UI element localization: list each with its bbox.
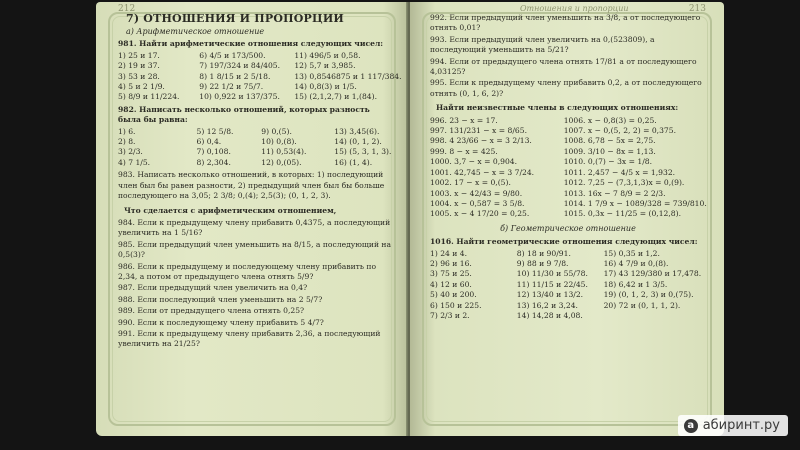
open-book <box>96 0 724 436</box>
unknown-terms-heading: Найти неизвестные члены в следующих отношениях: <box>436 103 679 113</box>
grid-cell: 1000. 3,7 − x = 0,904. <box>430 157 518 167</box>
right-page <box>410 2 724 436</box>
grid-cell: 1015. 0,3x − 11/25 = (0,12,8). <box>563 209 681 219</box>
grid-cell: 13) 16,2 и 3,24. <box>516 300 578 310</box>
grid-cell: 19) (0, 1, 2, 3) и 0,(75). <box>603 290 694 300</box>
grid-cell: 1) 6. <box>118 126 136 136</box>
grid-cell: 1012. 7,25 − (7,3,1,3)x = 0,(9). <box>563 178 685 188</box>
grid-cell: 17) 43 129/380 и 17,478. <box>603 269 702 279</box>
grid-cell: 12) 0,(05). <box>261 157 302 167</box>
grid-cell: 18) 6,42 и 1 3/5. <box>603 279 668 289</box>
task-990: 990. Если к последующему члену прибавить 5 4/7? <box>118 317 324 327</box>
task-984: 984. Если к предыдущему члену прибавить 0,4375, а последующий увеличить на 1 5/16? <box>118 217 391 238</box>
grid-cell: 7) 197/324 и 84/405. <box>199 61 281 71</box>
task-989: 989. Если от предыдущего члена отнять 0,25? <box>118 306 305 316</box>
left-page <box>96 2 408 436</box>
grid-cell: 999. 8 − x = 425. <box>430 146 498 156</box>
subsection-title: а) Арифметическое отношение <box>126 27 265 36</box>
grid-cell: 1007. x − 0,(5, 2, 2) = 0,375. <box>563 126 677 136</box>
grid-cell: 9) 0,(5). <box>261 126 292 136</box>
page-number: 213 <box>688 4 706 14</box>
grid-cell: 6) 150 и 225. <box>430 300 482 310</box>
grid-cell: 997. 131/231 − x = 8/65. <box>430 126 527 136</box>
grid-cell: 1005. x − 4 17/20 = 0,25. <box>430 209 530 219</box>
grid-cell: 4) 12 и 60. <box>430 279 472 289</box>
grid-cell: 1011. 2,457 − 4/5 x = 1,932. <box>563 167 676 177</box>
watermark-text: абиринт.ру <box>702 418 780 433</box>
watermark <box>678 415 788 436</box>
grid-cell: 10) 0,922 и 137/375. <box>199 92 280 102</box>
grid-cell: 4) 5 и 2 1/9. <box>118 82 165 92</box>
task-1016-grid <box>430 249 706 322</box>
grid-cell: 5) 40 и 200. <box>430 290 477 300</box>
grid-cell: 1008. 6,78 − 5x = 2,75. <box>563 136 656 146</box>
grid-cell: 8) 18 и 90/91. <box>516 248 571 258</box>
grid-cell: 7) 2/3 и 2. <box>430 310 470 320</box>
task-987: 987. Если предыдущий член увеличить на 0,4? <box>118 283 308 293</box>
grid-cell: 6) 4/5 и 173/500. <box>199 50 266 60</box>
grid-cell: 13) 3,45(6). <box>334 126 380 136</box>
left-page-content <box>118 12 402 422</box>
grid-cell: 14) 14,28 и 4,08. <box>516 310 583 320</box>
grid-cell: 1014. 1 7/9 x − 1089/328 = 739/810. <box>563 198 707 208</box>
task-986: 986. Если к предыдущему и последующему члену прибавить по 2,34, а потом от предыдущего члена отнять 5/9? <box>118 261 377 281</box>
grid-cell: 20) 72 и (0, 1, 1, 2). <box>603 300 681 310</box>
grid-cell: 14) 0,8(3) и 1/5. <box>294 82 357 92</box>
task-994: 994. Если от предыдущего члена отнять 17/81 а от последующего 4,03125? <box>430 56 697 77</box>
task-982-grid <box>118 127 394 169</box>
grid-cell: 10) 0,(8). <box>261 137 297 147</box>
task-985: 985. Если предыдущий член уменьшить на 8/15, а последующий на 0,5(3)? <box>118 239 392 260</box>
task-988: 988. Если последующий член уменьшить на 2 5/7? <box>118 294 323 304</box>
grid-cell: 15) (5, 3, 1, 3). <box>334 147 392 157</box>
question-heading: Что сделается с арифметическим отношением, <box>124 205 337 215</box>
grid-cell: 1001. 42,745 − x = 3 7/24. <box>430 167 535 177</box>
grid-cell: 5) 8/9 и 11/224. <box>118 92 180 102</box>
task-981-grid <box>118 50 402 103</box>
grid-cell: 2) 96 и 16. <box>430 258 472 268</box>
grid-cell: 1006. x − 0,8(3) = 0,25. <box>563 115 657 125</box>
grid-cell: 13) 0,8546875 и 1 117/384. <box>294 71 402 81</box>
right-page-content <box>430 12 706 422</box>
grid-cell: 1) 24 и 4. <box>430 248 468 258</box>
grid-cell: 3) 53 и 28. <box>118 71 160 81</box>
grid-cell: 1003. x − 42/43 = 9/80. <box>430 188 523 198</box>
task-992: 992. Если предыдущий член уменьшить на 3/8, а от последующего отнять 0,01? <box>430 13 701 33</box>
grid-cell: 14) (0, 1, 2). <box>334 137 382 147</box>
grid-cell: 998. 4 23/66 − x = 3 2/13. <box>430 136 532 146</box>
grid-cell: 996. 23 − x = 17. <box>430 115 498 125</box>
grid-cell: 8) 2,304. <box>196 157 231 167</box>
grid-cell: 12) 13/40 и 13/2. <box>516 290 584 300</box>
task-981-title: 981. Найти арифметические отношения следующих чисел: <box>118 39 384 49</box>
grid-cell: 3) 75 и 25. <box>430 269 472 279</box>
task-993: 993. Если предыдущий член увеличить на 0,(523809), а последующий уменьшить на 5/21? <box>430 34 655 55</box>
grid-cell: 8) 1 8/15 и 2 5/18. <box>199 71 271 81</box>
page-number: 212 <box>118 4 136 14</box>
task-982-title: 982. Написать несколько отношений, которых разность была бы равна: <box>118 104 370 125</box>
grid-cell: 1009. 3/10 − 8x = 1,13. <box>563 146 656 156</box>
task-991: 991. Если к предыдущему члену прибавить 2,36, а последующий увеличить на 21/25? <box>118 328 381 349</box>
grid-cell: 2) 19 и 37. <box>118 61 160 71</box>
grid-cell: 1013. 16x − 7 8/9 = 2 2/3. <box>563 188 666 198</box>
unknown-terms-grid <box>430 116 706 220</box>
grid-cell: 9) 88 и 9 7/8. <box>516 258 569 268</box>
grid-cell: 11) 496/5 и 0,58. <box>294 50 361 60</box>
grid-cell: 1004. x − 0,587 = 3 5/8. <box>430 198 525 208</box>
task-995: 995. Если к предыдущему члену прибавить 0,2, а от последующего отнять (0, 1, 6, 2)? <box>430 78 702 98</box>
grid-cell: 3) 2/3. <box>118 147 143 157</box>
grid-cell: 11) 0,53(4). <box>261 147 307 157</box>
grid-cell: 10) 11/30 и 55/78. <box>516 269 588 279</box>
running-head: Отношения и пропорции <box>520 4 629 13</box>
grid-cell: 15) (2,1,2,7) и 1,(84). <box>294 92 378 102</box>
grid-cell: 4) 7 1/5. <box>118 157 151 167</box>
grid-cell: 6) 0,4. <box>196 137 222 147</box>
grid-cell: 2) 8. <box>118 137 136 147</box>
grid-cell: 11) 11/15 и 22/45. <box>516 279 588 289</box>
grid-cell: 5) 12 5/8. <box>196 126 234 136</box>
grid-cell: 1002. 17 − x = 0,(5). <box>430 178 511 188</box>
grid-cell: 15) 0,35 и 1,2. <box>603 248 660 258</box>
grid-cell: 16) (1, 4). <box>334 157 373 167</box>
task-1016-title: 1016. Найти геометрические отношения следующих чисел: <box>430 237 698 247</box>
section-title: 7) ОТНОШЕНИЯ И ПРОПОРЦИИ <box>126 12 345 25</box>
grid-cell: 1010. 0,(7) − 3x = 1/8. <box>563 157 653 167</box>
task-983: 983. Написать несколько отношений, в которых: 1) последующий член был бы равен разности, 2) предыдущий член был бы больше последующего на 3,05; 2 3/8; 0,(4); 2,5(3); (0, 1, 2, 3). <box>118 170 385 201</box>
grid-cell: 7) 0,108. <box>196 147 231 157</box>
labyrinth-logo-icon: a <box>684 419 698 433</box>
grid-cell: 9) 22 1/2 и 75/7. <box>199 82 264 92</box>
geometric-subsection: б) Геометрическое отношение <box>500 223 636 233</box>
grid-cell: 16) 4 7/9 и 0,(8). <box>603 258 669 268</box>
grid-cell: 12) 5,7 и 3,985. <box>294 61 356 71</box>
grid-cell: 1) 25 и 17. <box>118 50 160 60</box>
